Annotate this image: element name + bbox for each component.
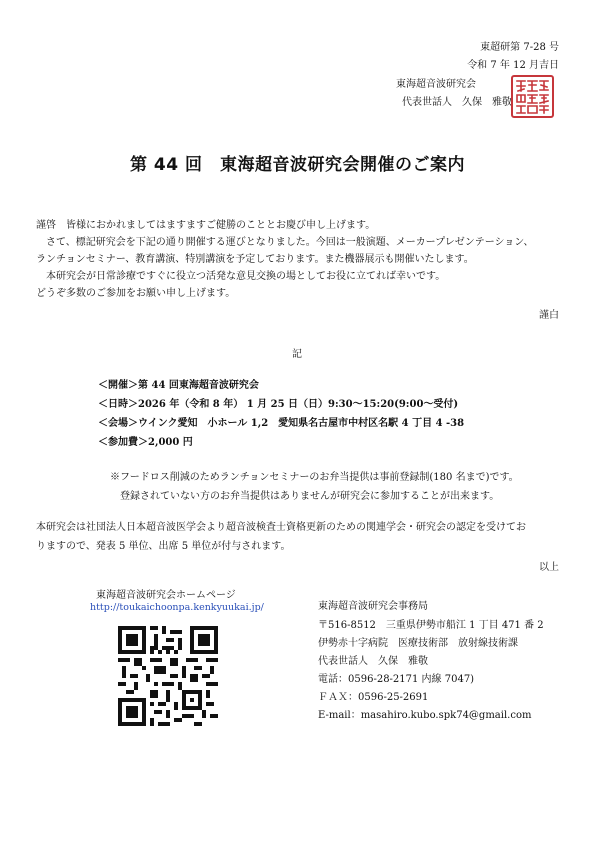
seal-icon (513, 77, 552, 116)
office-email[interactable]: E-mail：masahiro.kubo.spk74@gmail.com (318, 710, 532, 721)
closing-word: 謹白 (539, 310, 559, 321)
office-fax: ＦＡＸ：0596-25-2691 (318, 692, 429, 703)
greeting-line-4: 本研究会が日常診療ですぐに役立つ活発な意見交換の場としてお役に立てれば幸いです。 (36, 271, 446, 282)
issuer-organization: 東海超音波研究会 (396, 79, 476, 90)
greeting-line-3: ランチョンセミナー、教育講演、特別講演を予定しております。また機器展示も開催いたします。 (36, 254, 474, 265)
document-number: 東超研第 7-28 号 (480, 42, 559, 53)
greeting-line-5: どうぞ多数のご参加をお願い申し上げます。 (36, 288, 236, 299)
lunch-note-2: 登録されていない方のお弁当提供はありませんが研究会に参加することが出来ます。 (110, 491, 500, 502)
greeting-line-2: さて、標記研究会を下記の通り開催する運びとなりました。今回は一般演題、メーカープレゼンテーション、 (36, 237, 534, 248)
office-phone: 電話：0596-28-2171 内線 7047) (318, 674, 475, 685)
ki-heading: 記 (292, 349, 302, 360)
office-address: 〒516-8512 三重県伊勢市船江 1 丁目 471 番 2 (318, 620, 544, 631)
detail-datetime: ＜日時＞2026 年（令和 8 年） 1 月 25 日（日）9:30～15:20(9:00～受付) (98, 399, 459, 410)
lunch-note-1: ※フードロス削減のためランチョンセミナーのお弁当提供は事前登録制(180 名まで)です。 (110, 472, 519, 483)
office-title: 東海超音波研究会事務局 (318, 601, 428, 612)
office-department: 伊勢赤十字病院 医療技術部 放射線技術課 (318, 638, 518, 649)
page-title: 第 44 回 東海超音波研究会開催のご案内 (130, 155, 465, 175)
homepage-label: 東海超音波研究会ホームページ (96, 590, 236, 601)
homepage-link[interactable]: http://toukaichoonpa.kenkyuukai.jp/ (90, 602, 264, 613)
credit-line-1: 本研究会は社団法人日本超音波医学会より超音波検査士資格更新のための関連学会・研究会の認定を受けてお (36, 522, 526, 533)
credit-line-2: りますので、発表 5 単位、出席 5 単位が付与されます。 (36, 541, 291, 552)
issuer-representative: 代表世話人 久保 雅敬 (402, 97, 512, 108)
seal-stamp (511, 75, 554, 118)
detail-venue: ＜会場＞ウインク愛知 小ホール 1,2 愛知県名古屋市中村区名駅 4 丁目 4 -38 (98, 418, 465, 429)
detail-event: ＜開催＞第 44 回東海超音波研究会 (98, 380, 259, 391)
ijou-word: 以上 (539, 562, 559, 573)
office-representative: 代表世話人 久保 雅敬 (318, 656, 428, 667)
greeting-line-1: 謹啓 皆様におかれましてはますますご健勝のこととお慶び申し上げます。 (36, 220, 376, 231)
detail-fee: ＜参加費＞2,000 円 (98, 437, 193, 448)
qr-code[interactable] (118, 626, 218, 726)
issue-date: 令和 7 年 12 月吉日 (467, 60, 559, 71)
